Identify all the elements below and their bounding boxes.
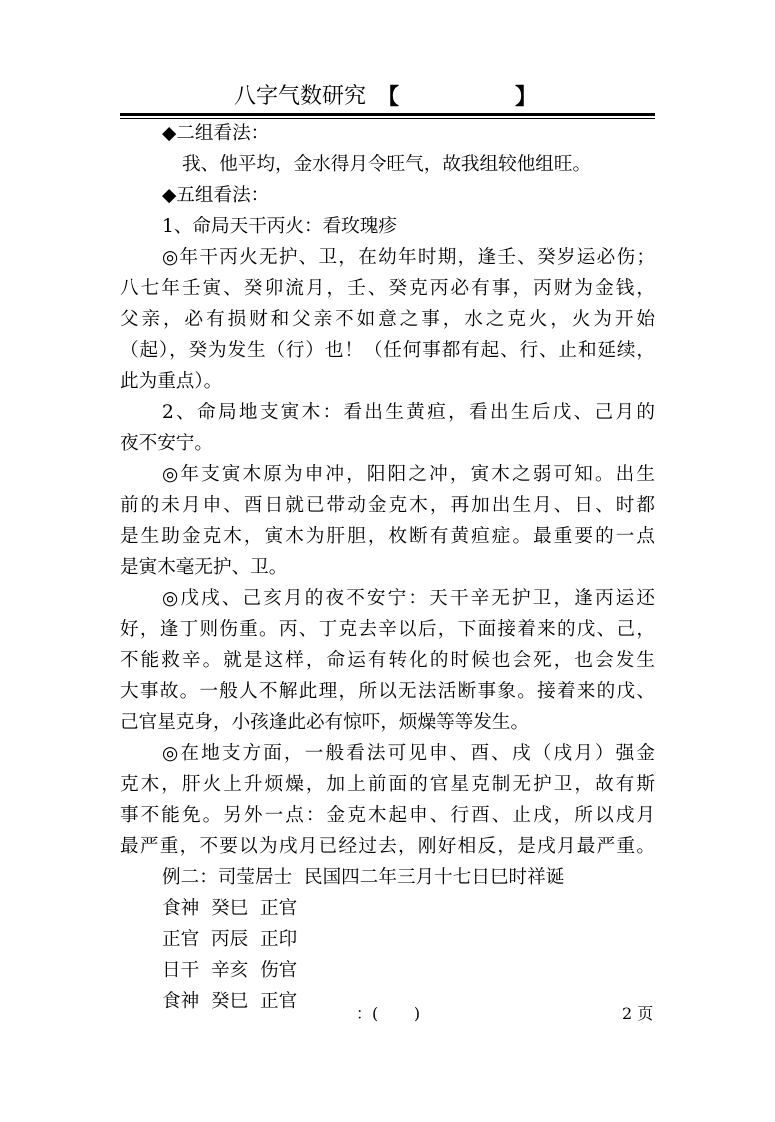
text-line: （起），癸为发生（行）也！（任何事都有起、行、止和延续， <box>120 340 655 361</box>
chart-row: 正官 丙辰 正印 <box>162 929 298 950</box>
chart-row: 食神 癸巳 正官 <box>162 991 298 1012</box>
text-line: 是生助金克木，寅木为肝胆，枚断有黄疸症。最重要的一点 <box>120 526 655 547</box>
text-line: 夜不安宁。 <box>120 433 213 454</box>
text-line: 最严重，不要以为戌月已经过去，刚好相反，是戌月最严重。 <box>120 836 655 857</box>
text-line: 好，逢丁则伤重。丙、丁克去辛以后，下面接着来的戊、己， <box>120 619 655 640</box>
text-line: ◎年支寅木原为申冲，阳阳之冲，寅木之弱可知。出生 <box>162 464 655 485</box>
page-header <box>0 82 775 112</box>
chart-row: 食神 癸巳 正官 <box>162 898 298 919</box>
text-line: ◎戊戌、己亥月的夜不安宁：天干辛无护卫，逢丙运还 <box>162 588 655 609</box>
text-line: 克木，肝火上升烦燥，加上前面的官星克制无护卫，故有斯 <box>120 774 655 795</box>
header-title: 八字气数研究 <box>234 84 367 109</box>
text-line: 不能救辛。就是这样，命运有转化的时候也会死，也会发生 <box>120 650 655 671</box>
document-body <box>120 118 655 1017</box>
footer-label: ：( ) <box>356 1004 421 1023</box>
text-line: 事不能免。另外一点：金克木起申、行酉、止戌，所以戌月 <box>120 805 655 826</box>
text-line: 此为重点）。 <box>120 371 223 392</box>
text-line: 父亲，必有损财和父亲不如意之事，水之克火，火为开始 <box>120 309 655 330</box>
text-line: ◆二组看法： <box>162 123 270 144</box>
chart-row: 日干 辛亥 伤官 <box>162 960 298 981</box>
text-line: 1、命局天干丙火：看玫瑰疹 <box>162 216 397 237</box>
text-line: ◎在地支方面，一般看法可见申、酉、戌（戌月）强金 <box>162 743 655 764</box>
page-footer <box>0 1002 775 1026</box>
header-bracket-close: 】 <box>515 84 538 110</box>
text-line: ◎年干丙火无护、卫，在幼年时期，逢壬、癸岁运必伤； <box>162 247 655 268</box>
text-line: ◆五组看法： <box>162 185 270 206</box>
text-line: 是寅木毫无护、卫。 <box>120 557 288 578</box>
text-line: 八七年壬寅、癸卯流月，壬、癸克丙必有事，丙财为金钱， <box>120 278 655 299</box>
header-rule-thick <box>120 113 655 116</box>
text-line: 前的未月申、酉日就已带动金克木，再加出生月、日、时都 <box>120 495 655 516</box>
text-line: 己官星克身，小孩逢此必有惊吓，烦燥等等发生。 <box>120 712 530 733</box>
header-bracket-open: 【 <box>377 84 400 110</box>
text-line: 我、他平均，金水得月令旺气，故我组较他组旺。 <box>182 154 592 175</box>
page-number: 2 页 <box>622 1004 654 1023</box>
text-line: 大事故。一般人不解此理，所以无法活断事象。接着来的戊、 <box>120 681 655 702</box>
text-line: 2、命局地支寅木：看出生黄疸，看出生后戊、己月的 <box>162 402 655 423</box>
example-heading: 例二：司莹居士 民国四二年三月十七日巳时祥诞 <box>162 867 565 888</box>
